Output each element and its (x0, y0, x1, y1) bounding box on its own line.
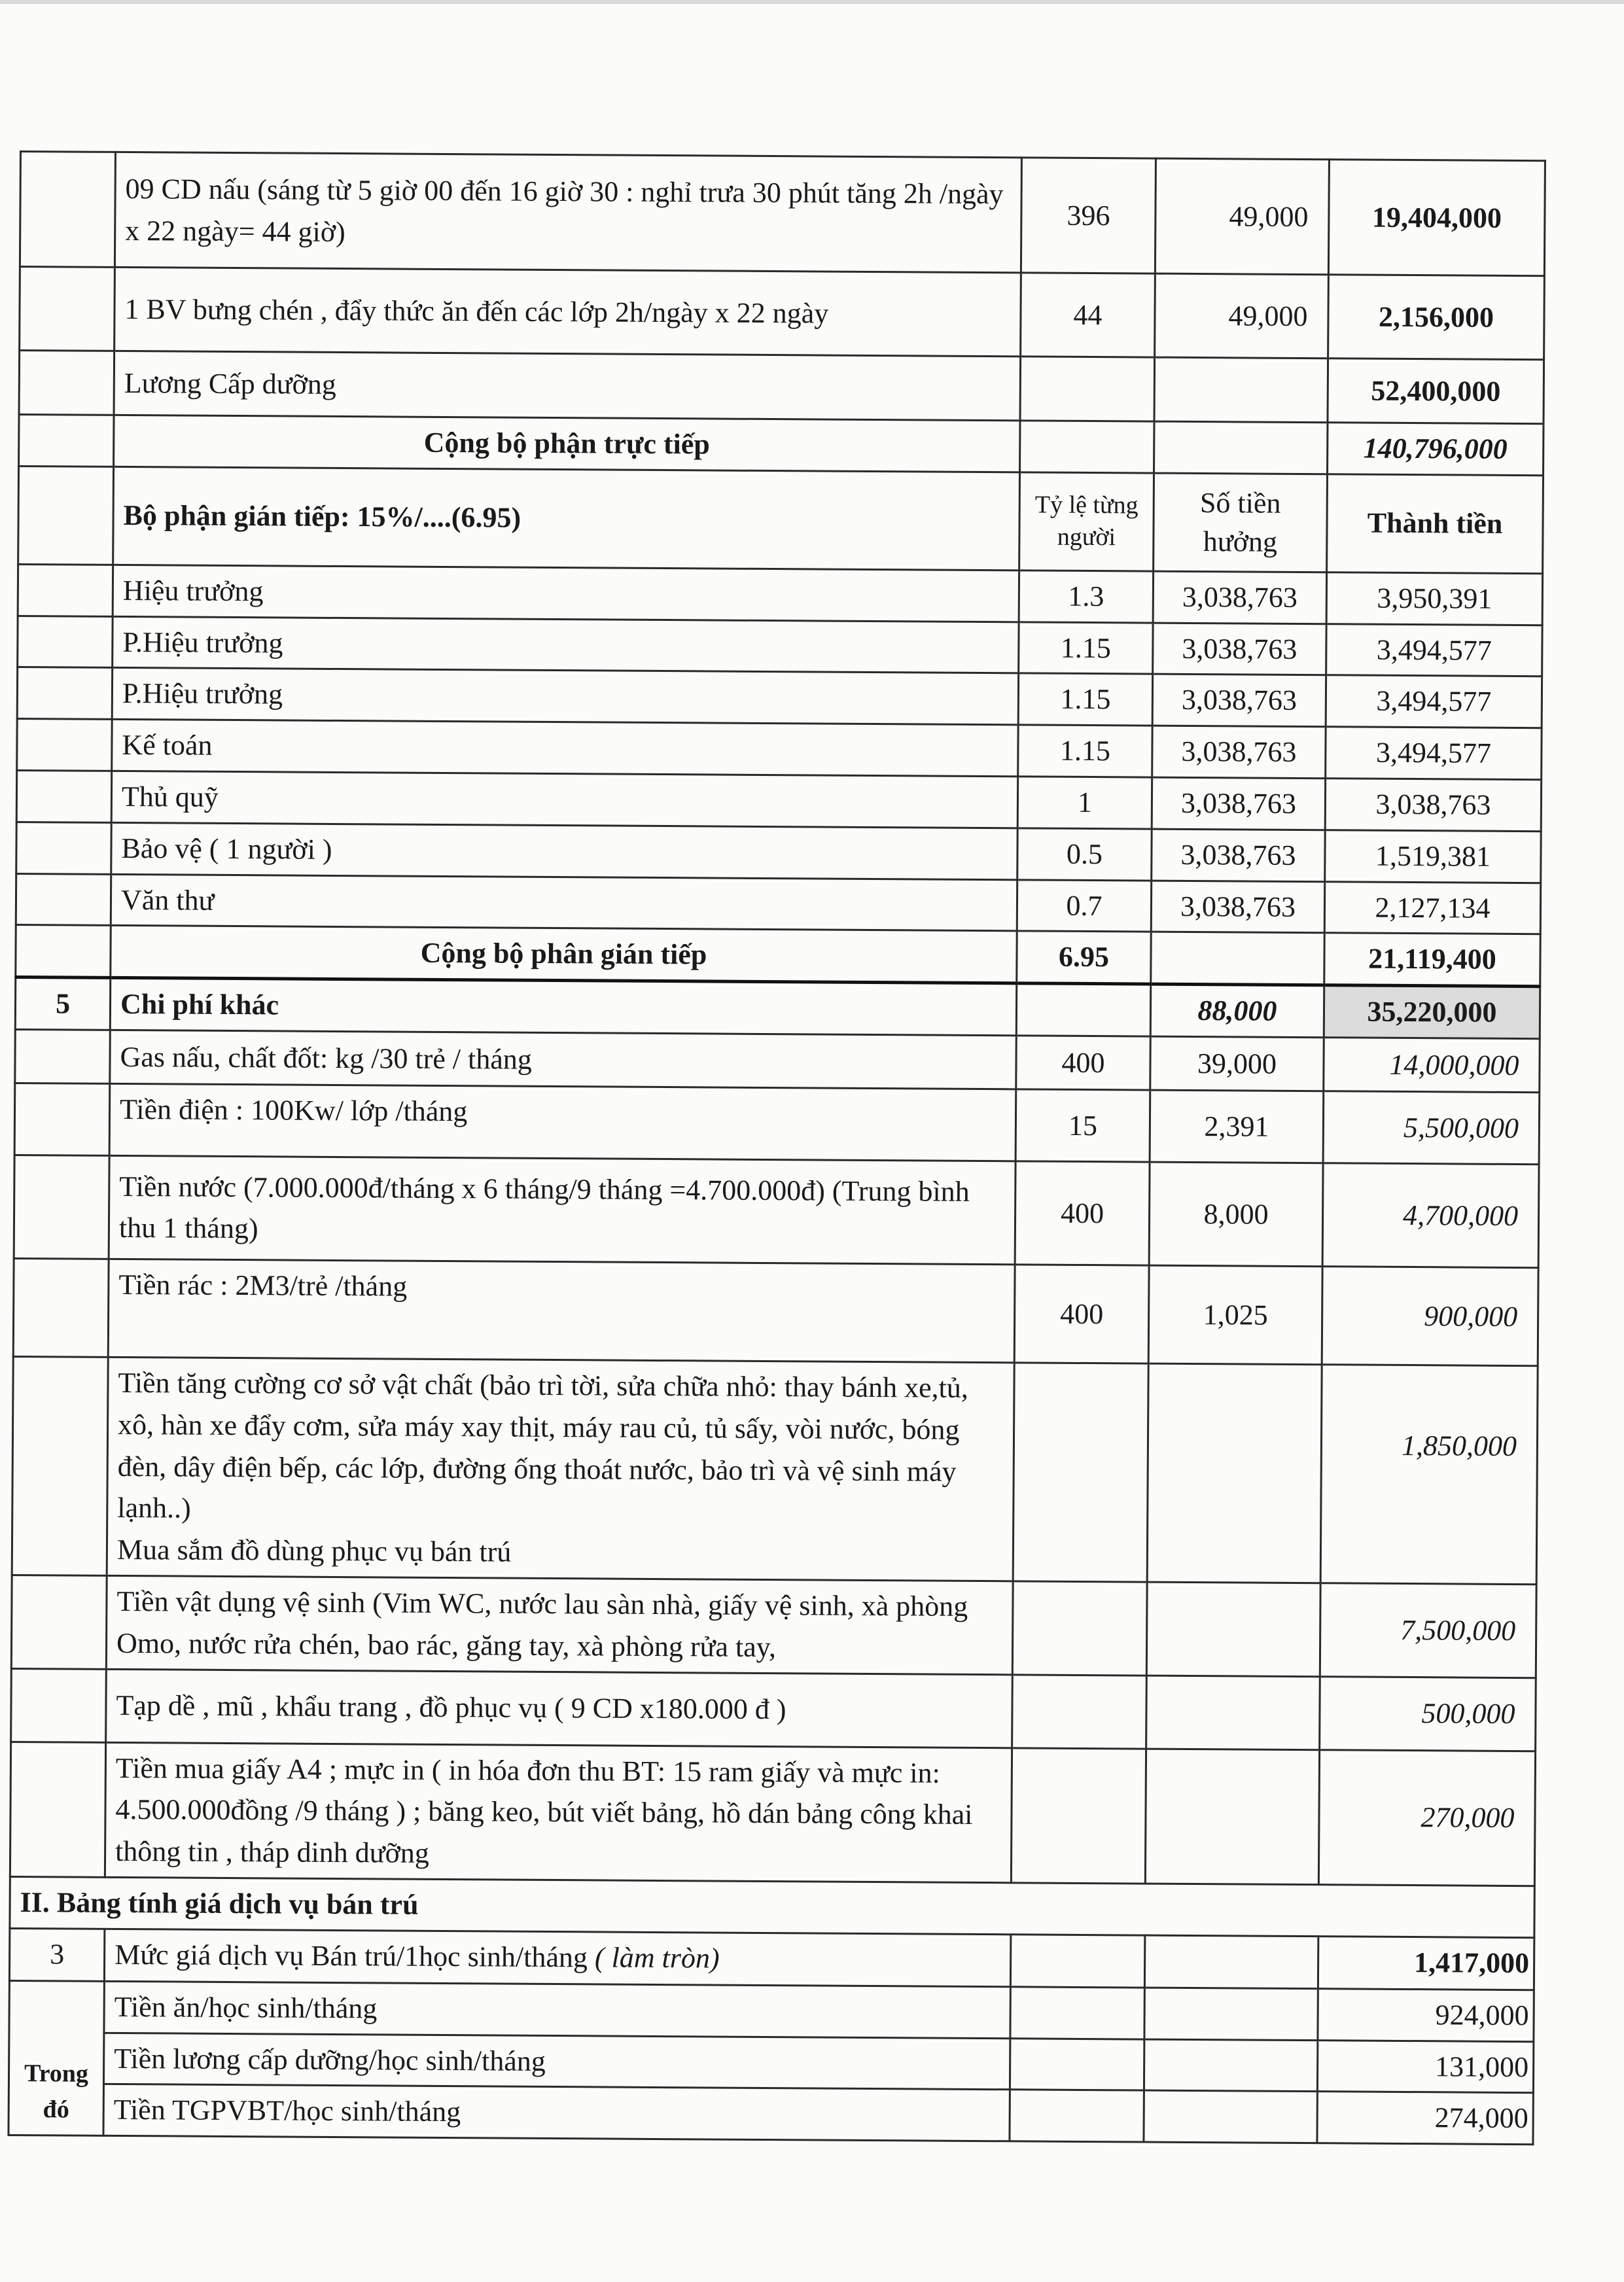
row-rate: 0.5 (1017, 828, 1152, 881)
table-row (9, 1980, 1534, 2041)
other-costs-price: 88,000 (1150, 984, 1324, 1037)
empty-cell (1020, 421, 1154, 473)
row-number (14, 1083, 110, 1155)
empty-cell (1013, 1363, 1148, 1582)
empty-cell (1012, 1581, 1147, 1676)
row-total: 3,494,577 (1326, 623, 1542, 676)
empty-cell (1144, 1935, 1318, 1989)
row-quantity: 400 (1015, 1161, 1150, 1265)
row-salary: 3,038,763 (1153, 623, 1326, 675)
table-row (18, 616, 1542, 676)
col-total-header: Thành tiền (1327, 474, 1544, 574)
table-row (17, 667, 1542, 728)
table-row (15, 1029, 1540, 1092)
row-salary: 3,038,763 (1152, 726, 1326, 778)
row-total: 3,950,391 (1326, 572, 1542, 625)
row-description: Tiền vật dụng vệ sinh (Vim WC, nước lau sàn nhà, giấy vệ sinh, xà phòng Omo, nước rửa chén, bao rác, găng tay, xà phòng rửa tay, (106, 1575, 1013, 1674)
breakdown-label: Trong đó (9, 1980, 104, 2135)
table-row (18, 564, 1542, 625)
empty-cell (1147, 1363, 1322, 1583)
row-total: 1,850,000 (1320, 1365, 1538, 1585)
price-total: 1,417,000 (1318, 1936, 1534, 1990)
row-number (20, 267, 115, 351)
row-description: Bảo vệ ( 1 người ) (111, 822, 1017, 879)
row-description: Tiền mua giấy A4 ; mực in ( in hóa đơn thu BT: 15 ram giấy và mực in: 4.500.000đồng /9 tháng ) ; băng keo, bút viết bảng, hồ dán bảng công khai thông tin , tháp dinh dưỡng (105, 1742, 1012, 1883)
row-description: Thủ quỹ (111, 771, 1017, 828)
row-number (13, 1258, 109, 1357)
row-number (17, 719, 112, 771)
row-description: Hiệu trưởng (113, 565, 1019, 622)
row-number (10, 1742, 105, 1877)
row-description: Tiền lương cấp dưỡng/học sinh/tháng (103, 2033, 1010, 2090)
empty-cell (1146, 1676, 1320, 1750)
table-row (10, 1742, 1535, 1886)
row-rate: 1.15 (1019, 622, 1153, 674)
indirect-header-row (18, 466, 1544, 573)
table-row (20, 267, 1545, 360)
row-price: 1,025 (1148, 1265, 1322, 1365)
table-row (11, 1575, 1536, 1677)
indirect-total-value: 21,119,400 (1324, 933, 1540, 987)
subtotal-row (16, 925, 1540, 987)
row-quantity (1020, 357, 1155, 421)
row-description: P.Hiệu trưởng (113, 616, 1019, 673)
row-number: 5 (15, 977, 110, 1030)
row-salary: 3,038,763 (1152, 777, 1325, 830)
row-number (16, 822, 111, 874)
row-number (16, 925, 111, 978)
row-salary: 3,038,763 (1151, 881, 1324, 933)
purchase-description: Mua sắm đồ dùng phục vụ bán trú (116, 1534, 512, 1568)
table-row (12, 1356, 1538, 1584)
row-number (14, 1155, 109, 1259)
row-description: Văn thư (111, 874, 1017, 931)
empty-cell (1154, 421, 1328, 474)
scan-top-edge (0, 0, 1624, 4)
row-price: 39,000 (1150, 1036, 1324, 1091)
row-number (19, 351, 115, 415)
empty-cell (1016, 983, 1150, 1036)
row-number (16, 873, 111, 926)
row-description: 1 BV bưng chén , đẩy thức ăn đến các lớp 2h/ngày x 22 ngày (115, 267, 1021, 356)
row-total: 924,000 (1318, 1988, 1534, 2041)
row-price: 49,000 (1155, 158, 1329, 275)
row-number: 3 (9, 1928, 104, 1981)
table-row (14, 1083, 1540, 1164)
row-number (11, 1668, 107, 1742)
row-total: 52,400,000 (1328, 359, 1544, 424)
empty-cell (1145, 1749, 1319, 1885)
row-salary: 3,038,763 (1153, 571, 1326, 623)
row-total: 270,000 (1318, 1749, 1535, 1886)
col-rate-header: Tỷ lệ từng người (1019, 472, 1154, 571)
price-note: ( làm tròn) (594, 1941, 720, 1975)
table-row (16, 873, 1540, 934)
subtotal-row (19, 415, 1544, 476)
row-quantity: 400 (1016, 1036, 1150, 1090)
row-number (16, 770, 111, 822)
row-quantity: 44 (1021, 273, 1156, 357)
table-row (11, 1668, 1536, 1751)
table-row (19, 351, 1544, 424)
row-number (15, 1029, 110, 1083)
table-row (14, 1155, 1539, 1267)
row-quantity: 396 (1021, 158, 1156, 273)
table-row (9, 2084, 1533, 2145)
row-rate: 1.3 (1019, 570, 1153, 623)
row-number (19, 415, 114, 467)
row-number (18, 616, 113, 668)
row-description: Tạp dề , mũ , khẩu trang , đồ phục vụ ( 9 CD x180.000 đ ) (106, 1669, 1013, 1747)
row-price: 8,000 (1149, 1162, 1323, 1267)
row-total: 2,156,000 (1328, 275, 1545, 360)
row-rate: 1 (1017, 777, 1152, 829)
row-number (17, 667, 112, 720)
section-title-row (10, 1876, 1534, 1937)
row-total: 274,000 (1317, 2092, 1533, 2145)
row-salary: 3,038,763 (1152, 674, 1326, 726)
row-description: Tiền ăn/học sinh/tháng (104, 1981, 1010, 2038)
row-number (18, 564, 113, 616)
empty-cell (1010, 2038, 1144, 2090)
row-description (107, 1357, 1014, 1581)
row-quantity: 15 (1015, 1089, 1150, 1162)
empty-cell (1151, 932, 1324, 985)
row-description: 09 CD nấu (sáng từ 5 giờ 00 đến 16 giờ 30 : nghỉ trưa 30 phút tăng 2h /ngày x 22 ngày= 44 giờ) (115, 152, 1021, 272)
empty-cell (1010, 1987, 1144, 2039)
row-total: 4,700,000 (1322, 1163, 1539, 1268)
row-total: 5,500,000 (1323, 1091, 1540, 1165)
row-total: 3,494,577 (1326, 727, 1542, 780)
empty-cell (1144, 1988, 1318, 2040)
empty-cell (1011, 1747, 1146, 1884)
row-number (11, 1575, 107, 1668)
maintenance-description: Tiền tăng cường cơ sở vật chất (bảo trì tời, sửa chữa nhỏ: thay bánh xe,tủ, xô, hàn xe đẩy cơm, sửa máy xay thịt, máy rau củ, tủ sấy, vòi nước, bóng đèn, dây điện bếp, các lớp, đường ống thoát nước, bảo trì và vệ sinh máy lạnh..) (117, 1366, 968, 1524)
row-salary: 3,038,763 (1152, 829, 1325, 881)
direct-total-label: Cộng bộ phận trực tiếp (114, 415, 1020, 472)
section-row-other-costs (15, 977, 1540, 1039)
row-total: 7,500,000 (1320, 1583, 1536, 1678)
row-total: 131,000 (1317, 2040, 1533, 2093)
row-rate: 0.7 (1017, 879, 1151, 932)
row-total: 3,038,763 (1325, 779, 1541, 832)
section-title: II. Bảng tính giá dịch vụ bán trú (10, 1876, 1534, 1937)
row-description: Kế toán (112, 720, 1018, 777)
row-price: 2,391 (1150, 1090, 1324, 1163)
table-row (16, 770, 1541, 831)
row-rate: 1.15 (1018, 725, 1152, 777)
row-total: 1,519,381 (1325, 830, 1541, 883)
cost-table-sheet (7, 150, 1544, 2145)
direct-total-value: 140,796,000 (1328, 423, 1544, 476)
cost-table (7, 150, 1545, 2145)
row-number (12, 1356, 108, 1575)
price-description (104, 1929, 1010, 1986)
row-description: Tiền điện : 100Kw/ lớp /tháng (109, 1083, 1016, 1161)
row-number (18, 466, 114, 565)
row-total: 14,000,000 (1324, 1038, 1540, 1093)
row-price: 49,000 (1155, 273, 1329, 359)
empty-cell (1144, 2039, 1317, 2092)
table-row (13, 1258, 1538, 1365)
table-row (9, 2032, 1533, 2093)
indirect-total-label: Cộng bộ phân gián tiếp (111, 926, 1017, 983)
row-quantity: 400 (1014, 1265, 1149, 1363)
row-description: Tiền TGPVBT/học sinh/tháng (103, 2084, 1010, 2141)
price-label: Mức giá dịch vụ Bán trú/1học sinh/tháng (115, 1939, 588, 1974)
row-description: Lương Cấp dưỡng (114, 351, 1021, 420)
row-price (1154, 357, 1328, 423)
table-row (20, 152, 1545, 276)
empty-cell (1010, 2090, 1144, 2142)
row-total: 900,000 (1322, 1267, 1538, 1366)
row-total: 19,404,000 (1328, 160, 1545, 276)
empty-cell (1146, 1582, 1320, 1676)
row-rate: 1.15 (1018, 673, 1152, 726)
row-number (20, 152, 115, 268)
other-costs-label: Chi phí khác (110, 978, 1016, 1036)
row-description: Tiền rác : 2M3/trẻ /tháng (108, 1259, 1015, 1362)
row-description: Tiền nước (7.000.000đ/tháng x 6 tháng/9 tháng =4.700.000đ) (Trung bình thu 1 tháng) (109, 1155, 1015, 1264)
empty-cell (1144, 2090, 1317, 2143)
empty-cell (1010, 1935, 1144, 1988)
other-costs-total: 35,220,000 (1324, 985, 1540, 1039)
table-row (16, 822, 1541, 883)
indirect-total-rate: 6.95 (1017, 931, 1151, 984)
price-row (9, 1928, 1534, 1990)
empty-cell (1012, 1674, 1147, 1748)
row-description: P.Hiệu trưởng (112, 668, 1018, 725)
col-salary-header: Số tiền hưởng (1154, 473, 1328, 572)
row-total: 500,000 (1320, 1676, 1536, 1751)
table-row (17, 719, 1542, 780)
row-total: 2,127,134 (1324, 881, 1540, 934)
row-description: Gas nấu, chất đốt: kg /30 trẻ / tháng (110, 1030, 1016, 1089)
row-total: 3,494,577 (1326, 675, 1542, 728)
indirect-header-label: Bộ phận gián tiếp: 15%/....(6.95) (113, 466, 1020, 570)
